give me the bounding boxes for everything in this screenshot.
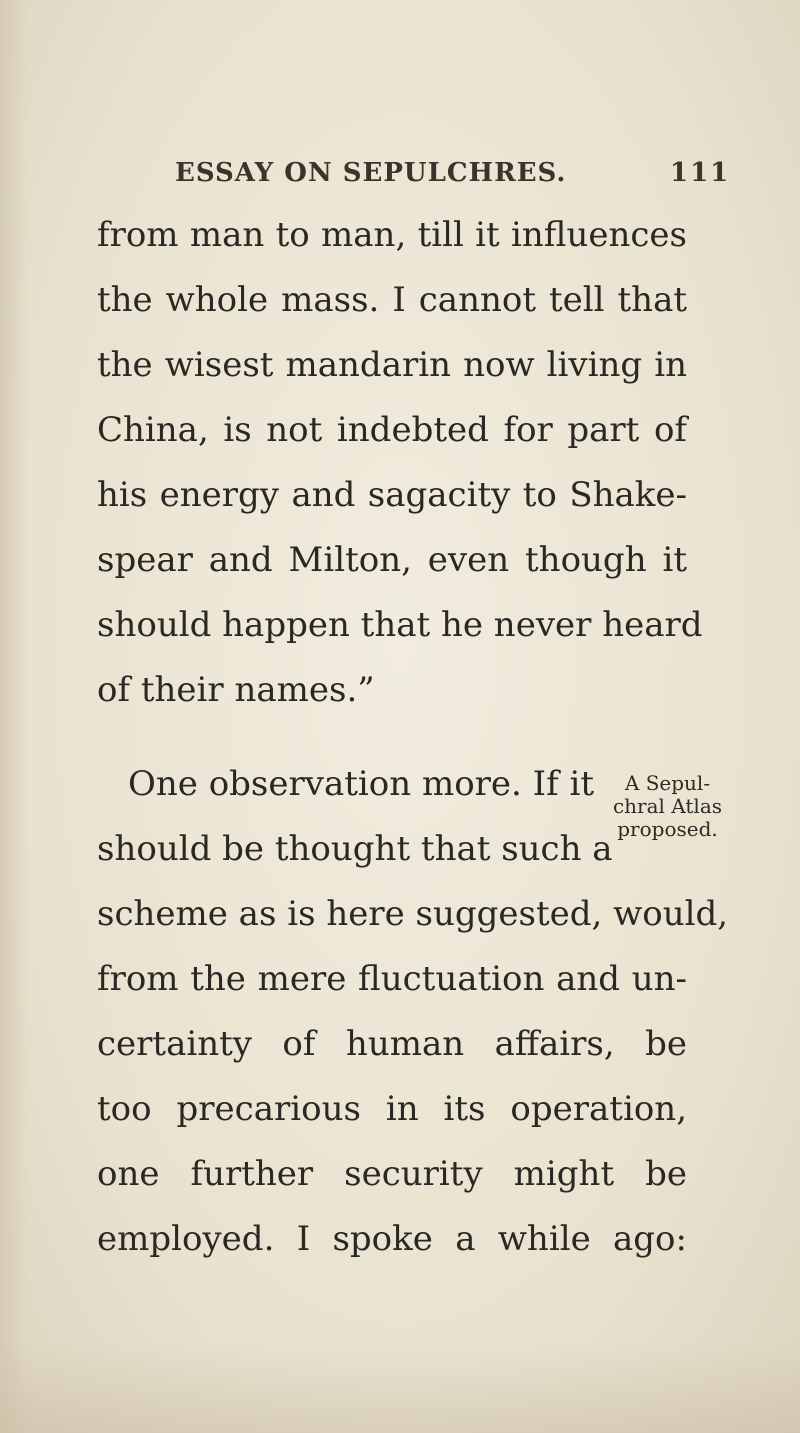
page-edge-shadow <box>0 0 28 1433</box>
marginal-note-line: proposed. <box>617 817 718 841</box>
marginal-note-line: A Sepul- <box>624 771 711 795</box>
text-line: one further security might be <box>97 1154 687 1194</box>
text-line: his energy and sagacity to Shake- <box>97 475 687 515</box>
text-line: should happen that he never heard <box>97 605 703 645</box>
text-line: China, is not indebted for part of <box>97 410 687 450</box>
marginal-note <box>560 772 775 841</box>
text-line: certainty of human affairs, be <box>97 1024 687 1064</box>
running-title: ESSAY ON SEPULCHRES. <box>175 158 567 188</box>
text-line: from man to man, till it influences <box>97 215 687 255</box>
text-line: too precarious in its operation, <box>97 1089 687 1129</box>
text-line: employed. I spoke a while ago: <box>97 1219 687 1259</box>
text-line: from the mere fluctuation and un- <box>97 959 687 999</box>
text-line-last: of their names.” <box>97 670 375 710</box>
text-line: the wisest mandarin now living in <box>97 345 687 385</box>
page-number: 111 <box>670 158 731 188</box>
text-line: should be thought that such a <box>97 829 613 869</box>
marginal-note-line: chral Atlas <box>612 794 723 818</box>
text-line: the whole mass. I cannot tell that <box>97 280 687 320</box>
text-line-indented: One observation more. If it <box>128 764 595 804</box>
text-line: spear and Milton, even though it <box>97 540 687 580</box>
text-line: scheme as is here suggested, would, <box>97 894 729 934</box>
page-bottom-stain <box>0 1343 800 1433</box>
